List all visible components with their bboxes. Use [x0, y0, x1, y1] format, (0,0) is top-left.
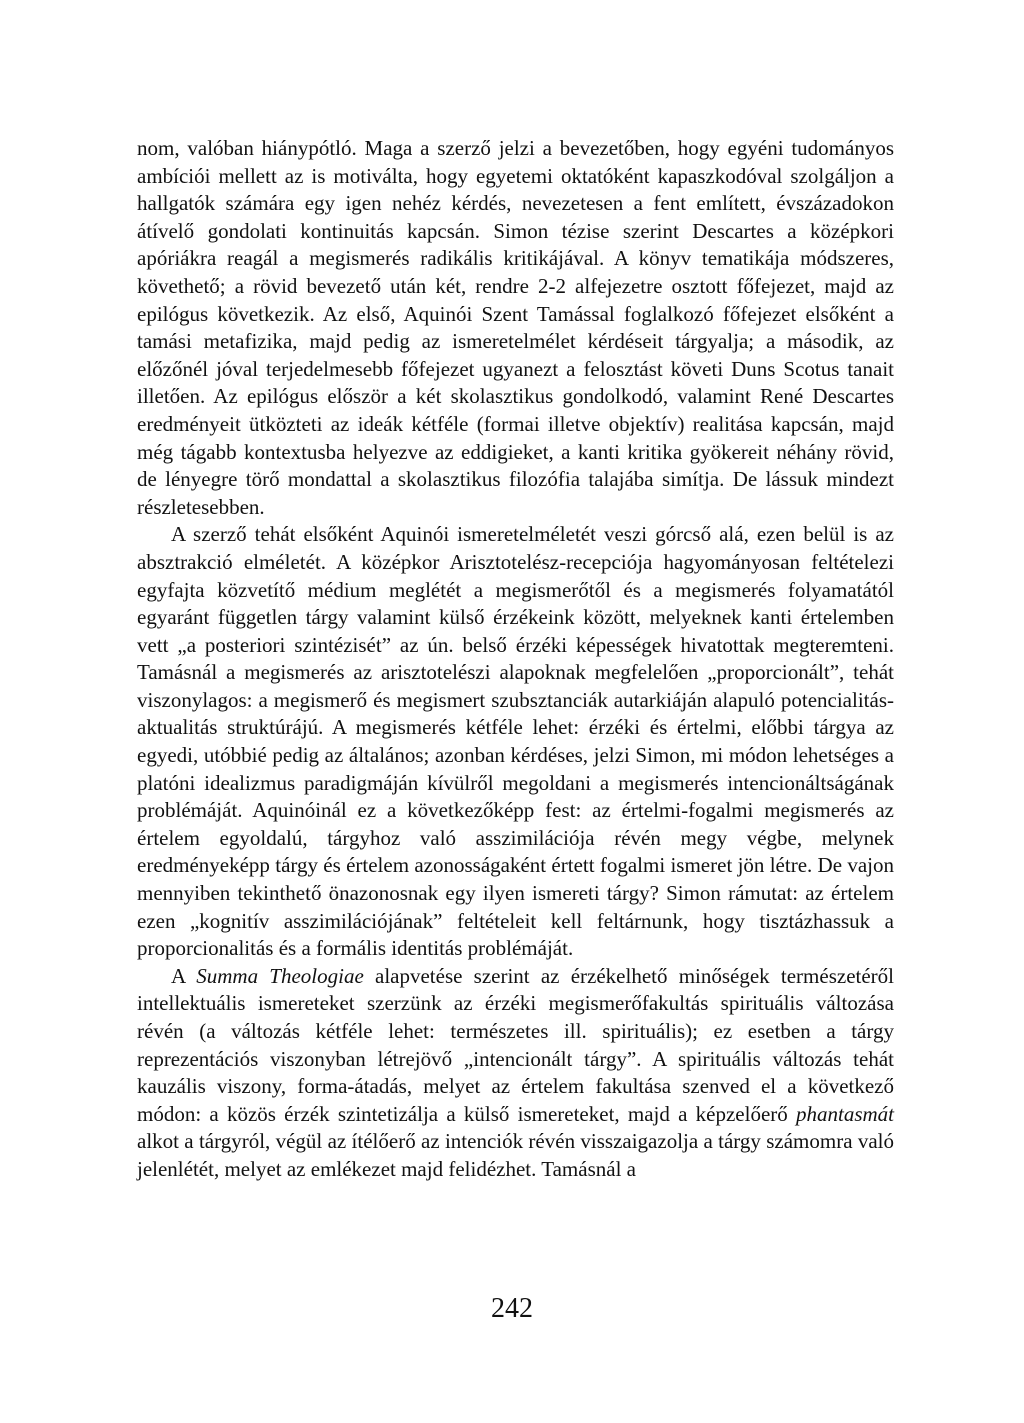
paragraph-1-text: nom, valóban hiánypótló. Maga a szerző jelzi a bevezetőben, hogy egyéni tudományos ambíciói mellett az is motiválta, hogy egyetemi oktatóként kapaszkodóval szolgáljon a hallgatók számára egy igen nehéz kérdés, nevezetesen a fent említett, évszázadokon átívelő gondolati kontinuitás kapcsán. Simon tézise szerint Descartes a középkori apóriákra reagál a megismerés radikális kritikájával. A könyv tematikája módszeres, követhető; a rövid bevezető után két, rendre 2-2 alfejezetre osztott főfejezet, majd az epilógus következik. Az első, Aquinói Szent Tamással foglalkozó főfejezet elsőként a tamási metafizika, majd pedig az ismeretelmélet kérdéseit tárgyalja; a második, az előzőnél jóval terjedelmesebb főfejezet ugyanezt a felosztást követi Duns Scotus tanait illetően. Az epilógus először a két skolasztikus gondolkodó, valamint René Descartes eredményeit ütközteti az ideák kétféle (formai illetve objektív) realitása kapcsán, majd még tágabb kontextusba helyezve az eddigieket, a kanti kritika gyökereit néhány rövid, de lényegre törő mondattal a skolasztikus filozófia talajába simítja. De lássuk mindezt részletesebben. — [137, 136, 894, 519]
paragraph-3-text-a: A — [171, 963, 197, 988]
paragraph-3 — [137, 963, 894, 1184]
paragraph-2 — [137, 521, 894, 963]
paragraph-3-text-c: alkot a tárgyról, végül az ítélőerő az intenciók révén visszaigazolja a tárgy számomra való jelenlétét, melyet az emlékezet majd felidézhet. Tamásnál a — [137, 1129, 894, 1181]
page-body — [137, 135, 894, 1184]
page-number: 242 — [491, 1293, 533, 1324]
phantasma-italic: phantasmát — [795, 1101, 894, 1126]
paragraph-3-text-b: alapvetése szerint az érzékelhető minőségek természetéről intellektuális ismereteket szerzünk az érzéki megismerőfakultás spirituális változása révén (a változás kétféle lehet: természetes ill. spirituális); ez esetben a tárgy reprezentációs viszonyban létrejövő „intencionált tárgy”. A spirituális változás tehát kauzális viszony, forma-átadás, melyet az értelem fakultása szenved el a következő módon: a közös érzék szintetizálja a külső ismereteket, majd a képzelőerő — [137, 963, 894, 1126]
paragraph-2-text: A szerző tehát elsőként Aquinói ismeretelméletét veszi górcső alá, ezen belül is az absztrakció elméletét. A középkor Arisztotelész-recepciója hagyományosan feltételezi egyfajta közvetítő médium meglétét a megismerőtől és a megismerés folyamatától egyaránt független tárgy valamint külső érzékeink között, melyeknek kanti értelemben vett „a posteriori szintézisét” az ún. belső érzéki képességek hivatottak megteremteni. Tamásnál a megismerés az arisztotelészi alapoknak megfelelően „proporcionált”, tehát viszonylagos: a megismerő és megismert szubsztanciák autarkiáján alapuló potencialitás-aktualitás struktúrájú. A megismerés kétféle lehet: érzéki és értelmi, előbbi tárgya az egyedi, utóbbié pedig az általános; azonban kérdéses, jelzi Simon, mi módon lehetséges a platóni idealizmus paradigmáján kívülről megoldani a megismerés intencionáltságának problémáját. Aquinóinál ez a következőképp fest: az értelmi-fogalmi megismerés az értelem egyoldalú, tárgyhoz való asszimilációja révén megy végbe, melynek eredményeképp tárgy és értelem azonosságaként értett fogalmi ismeret jön létre. De vajon mennyiben tekinthető önazonosnak egy ilyen ismereti tárgy? Simon rámutat: az értelem ezen „kognitív asszimilációjának” feltételeit kell feltárnunk, hogy tisztázhassuk a proporcionalitás és a formális identitás problémáját. — [137, 522, 894, 961]
paragraph-1 — [137, 135, 894, 521]
book-title-italic: Summa Theologiae — [196, 963, 364, 988]
